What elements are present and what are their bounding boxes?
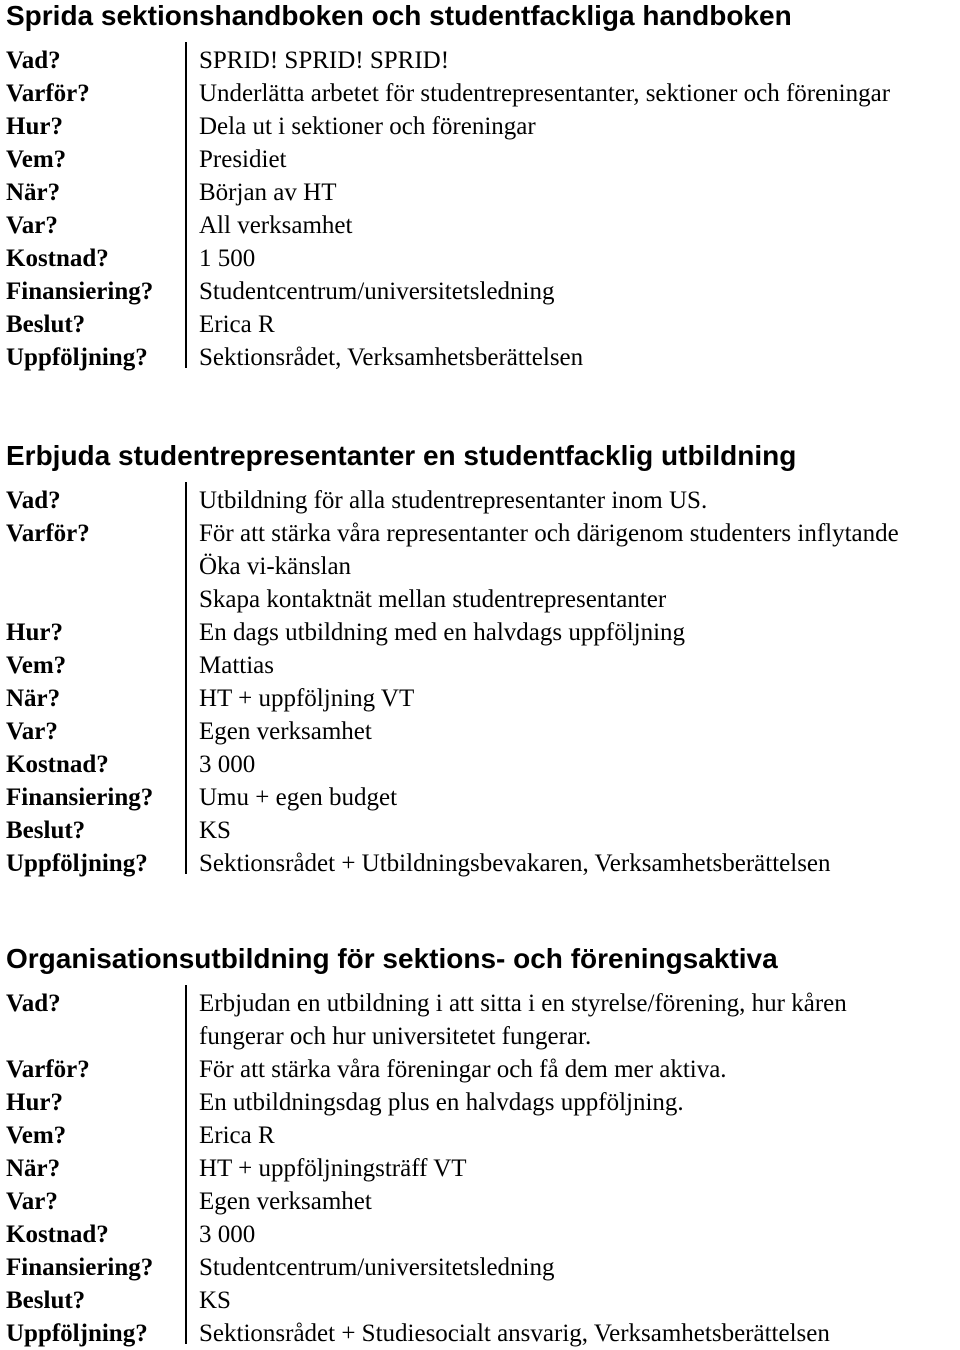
field-value: Sektionsrådet + Studiesocialt ansvarig, Verksamhetsberättelsen xyxy=(199,1320,830,1347)
field-value: HT + uppföljningsträff VT xyxy=(199,1155,467,1182)
field-value: Öka vi-känslan xyxy=(199,553,352,580)
field-value: Utbildning för alla studentrepresentanter inom US. xyxy=(199,487,708,514)
field-label: Kostnad? xyxy=(6,245,109,272)
field-row xyxy=(0,242,960,275)
field-label: Varför? xyxy=(6,1056,90,1083)
field-label: När? xyxy=(6,685,61,712)
field-label: Kostnad? xyxy=(6,1221,109,1248)
field-value: Sektionsrådet + Utbildningsbevakaren, Verksamhetsberättelsen xyxy=(199,850,831,877)
field-row xyxy=(0,847,960,880)
field-label: Hur? xyxy=(6,619,63,646)
section-title: Erbjuda studentrepresentanter en studentfacklig utbildning xyxy=(6,440,797,471)
field-row xyxy=(0,682,960,715)
field-label: Beslut? xyxy=(6,311,86,338)
field-row xyxy=(0,1152,960,1185)
field-row xyxy=(0,1218,960,1251)
field-value: HT + uppföljning VT xyxy=(199,685,415,712)
field-label: Hur? xyxy=(6,1089,63,1116)
field-label: Vem? xyxy=(6,652,67,679)
field-value: Erica R xyxy=(199,1122,275,1149)
field-value: 1 500 xyxy=(199,245,256,272)
field-value: Erica R xyxy=(199,311,275,338)
field-row xyxy=(0,176,960,209)
field-row xyxy=(0,341,960,374)
field-value: Erbjudan en utbildning i att sitta i en styrelse/förening, hur kåren xyxy=(199,990,847,1017)
field-label: Var? xyxy=(6,718,58,745)
field-value: 3 000 xyxy=(199,1221,256,1248)
field-label: Beslut? xyxy=(6,817,86,844)
field-row xyxy=(0,1284,960,1317)
field-row xyxy=(0,1119,960,1152)
field-row xyxy=(0,748,960,781)
field-label: När? xyxy=(6,1155,61,1182)
field-label: Varför? xyxy=(6,80,90,107)
section-title: Sprida sektionshandboken och studentfackliga handboken xyxy=(6,0,792,31)
field-list xyxy=(0,484,960,880)
field-value: KS xyxy=(199,817,231,844)
field-label: Var? xyxy=(6,1188,58,1215)
field-value: KS xyxy=(199,1287,231,1314)
field-value: SPRID! SPRID! SPRID! xyxy=(199,47,450,74)
field-row xyxy=(0,715,960,748)
field-label: Finansiering? xyxy=(6,1254,154,1281)
field-value: Studentcentrum/universitetsledning xyxy=(199,278,555,305)
field-label: Finansiering? xyxy=(6,784,154,811)
field-row xyxy=(0,308,960,341)
field-value: fungerar och hur universitetet fungerar. xyxy=(199,1023,592,1050)
field-label: Vem? xyxy=(6,146,67,173)
field-value: Skapa kontaktnät mellan studentrepresentanter xyxy=(199,586,667,613)
field-row xyxy=(0,143,960,176)
field-label: Kostnad? xyxy=(6,751,109,778)
field-label: Finansiering? xyxy=(6,278,154,305)
field-label: Uppföljning? xyxy=(6,344,148,371)
field-label: Hur? xyxy=(6,113,63,140)
field-value: För att stärka våra föreningar och få dem mer aktiva. xyxy=(199,1056,727,1083)
field-row xyxy=(0,550,960,583)
field-label: Uppföljning? xyxy=(6,850,148,877)
field-row xyxy=(0,484,960,517)
field-row xyxy=(0,1317,960,1350)
column-divider xyxy=(185,482,187,874)
field-row xyxy=(0,649,960,682)
field-value: Egen verksamhet xyxy=(199,718,372,745)
field-label: Varför? xyxy=(6,520,90,547)
field-label: När? xyxy=(6,179,61,206)
field-list xyxy=(0,987,960,1350)
section-title: Organisationsutbildning för sektions- och föreningsaktiva xyxy=(6,943,778,974)
field-label: Vem? xyxy=(6,1122,67,1149)
field-row xyxy=(0,209,960,242)
field-value: Sektionsrådet, Verksamhetsberättelsen xyxy=(199,344,584,371)
field-value: 3 000 xyxy=(199,751,256,778)
field-value: Umu + egen budget xyxy=(199,784,398,811)
field-row xyxy=(0,44,960,77)
field-row xyxy=(0,987,960,1020)
field-row xyxy=(0,583,960,616)
field-list xyxy=(0,44,960,374)
column-divider xyxy=(185,42,187,368)
field-value: En utbildningsdag plus en halvdags uppföljning. xyxy=(199,1089,684,1116)
field-label: Beslut? xyxy=(6,1287,86,1314)
field-row xyxy=(0,1053,960,1086)
column-divider xyxy=(185,985,187,1344)
field-row xyxy=(0,517,960,550)
field-row xyxy=(0,814,960,847)
field-row xyxy=(0,1086,960,1119)
field-value: Underlätta arbetet för studentrepresentanter, sektioner och föreningar xyxy=(199,80,891,107)
field-row xyxy=(0,1020,960,1053)
field-row xyxy=(0,1185,960,1218)
field-label: Vad? xyxy=(6,990,61,1017)
field-value: Början av HT xyxy=(199,179,337,206)
field-value: Studentcentrum/universitetsledning xyxy=(199,1254,555,1281)
field-value: Presidiet xyxy=(199,146,287,173)
field-label: Uppföljning? xyxy=(6,1320,148,1347)
field-row xyxy=(0,1251,960,1284)
field-value: För att stärka våra representanter och därigenom studenters inflytande xyxy=(199,520,899,547)
field-label: Vad? xyxy=(6,487,61,514)
field-value: En dags utbildning med en halvdags uppföljning xyxy=(199,619,686,646)
field-row xyxy=(0,781,960,814)
field-row xyxy=(0,275,960,308)
field-value: Mattias xyxy=(199,652,274,679)
field-row xyxy=(0,110,960,143)
field-label: Vad? xyxy=(6,47,61,74)
field-value: Dela ut i sektioner och föreningar xyxy=(199,113,536,140)
field-label: Var? xyxy=(6,212,58,239)
field-value: Egen verksamhet xyxy=(199,1188,372,1215)
field-value: All verksamhet xyxy=(199,212,353,239)
field-row xyxy=(0,77,960,110)
field-row xyxy=(0,616,960,649)
